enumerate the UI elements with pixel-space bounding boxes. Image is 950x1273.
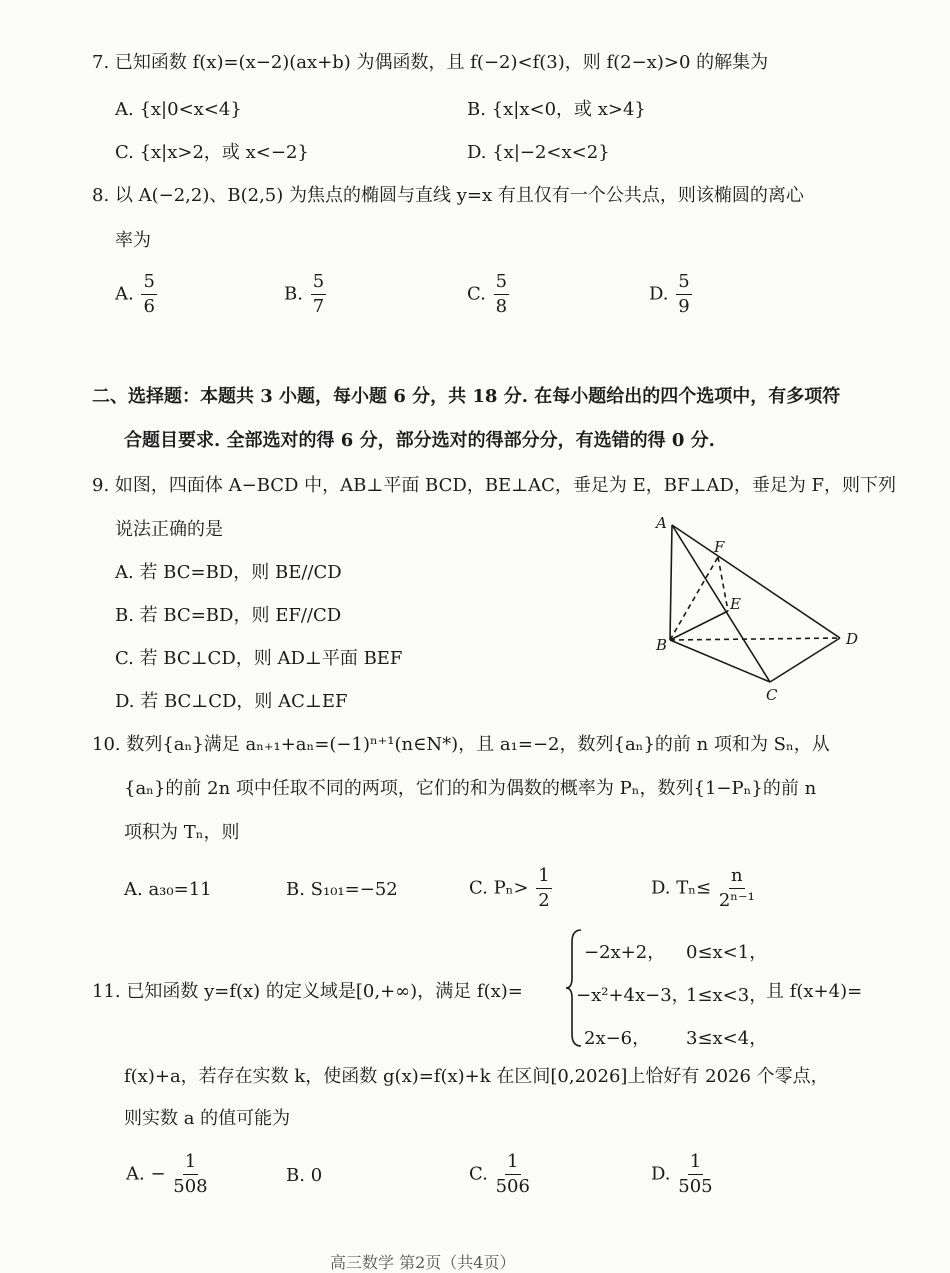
vertex-label-f: F	[714, 538, 725, 556]
q7-stem: 7. 已知函数 f(x)=(x−2)(ax+b) 为偶函数，且 f(−2)<f(3)，则 f(2−x)>0 的解集为	[92, 52, 769, 73]
q7-option-c: C. {x|x>2，或 x<−2}	[115, 142, 309, 163]
vertex-label-a: A	[656, 514, 667, 532]
q11-option-b-label: B.	[286, 1165, 305, 1186]
q10-c-denominator: 2	[538, 889, 550, 911]
q11-option-b	[286, 1165, 322, 1187]
q8-c-denominator: 8	[495, 295, 508, 317]
q7-option-b: B. {x|x<0，或 x>4}	[467, 99, 646, 120]
q11-option-c	[469, 1152, 530, 1197]
q8-option-c-fraction	[494, 272, 509, 317]
vertex-label-b: B	[656, 636, 668, 654]
q8-stem-line2: 率为	[115, 230, 151, 251]
q8-c-numerator: 5	[494, 272, 509, 295]
q8-option-b	[284, 272, 326, 317]
q11-a-denominator: 508	[173, 1175, 208, 1197]
q11-stem-pre: 11. 已知函数 y=f(x) 的定义域是[0,+∞)，满足 f(x)=	[92, 981, 523, 1002]
q8-option-b-label: B.	[284, 283, 303, 305]
q8-a-numerator: 5	[141, 272, 156, 295]
q8-option-a	[115, 272, 157, 317]
q10-option-c	[469, 866, 552, 911]
edge-ab	[670, 525, 672, 640]
q10-stem-line3: 项积为 Tₙ，则	[124, 822, 240, 843]
q8-stem-line1: 8. 以 A(−2,2)、B(2,5) 为焦点的椭圆与直线 y=x 有且仅有一个公共点，则该椭圆的离心	[92, 185, 804, 206]
edge-ad	[672, 525, 840, 638]
q8-a-denominator: 6	[143, 295, 155, 317]
q11-a-numerator: 1	[183, 1152, 198, 1175]
q11-option-c-label: C.	[469, 1163, 488, 1185]
q11-c-numerator: 1	[505, 1152, 520, 1175]
q7-option-a: A. {x|0<x<4}	[115, 99, 242, 120]
q11-case1-cond: 0≤x<1，	[686, 942, 768, 963]
q10-option-a: A. a₃₀=11	[124, 879, 212, 900]
q11-d-denominator: 505	[678, 1175, 713, 1197]
q8-option-b-fraction	[311, 272, 326, 317]
q10-option-c-text: C. Pₙ>	[469, 877, 529, 899]
q11-option-d-label: D.	[651, 1163, 671, 1185]
q8-d-numerator: 5	[676, 272, 691, 295]
q11-c-denominator: 506	[495, 1175, 530, 1197]
page-footer: 高三数学 第2页（共4页）	[330, 1253, 516, 1272]
q10-option-c-fraction	[536, 866, 551, 911]
q10-d-denominator: 2ⁿ⁻¹	[718, 889, 755, 911]
q10-option-d-fraction	[719, 866, 755, 911]
segment-be	[670, 611, 728, 640]
q10-stem-line1: 10. 数列{aₙ}满足 aₙ₊₁+aₙ=(−1)ⁿ⁺¹(n∈N*)，且 a₁=−2，数列{aₙ}的前 n 项和为 Sₙ，从	[92, 734, 830, 755]
q11-stem-post: 且 f(x+4)=	[766, 981, 863, 1002]
q10-d-numerator: n	[729, 866, 745, 889]
q11-option-d-fraction	[678, 1152, 712, 1197]
q11-option-c-fraction	[496, 1152, 530, 1197]
q8-option-a-label: A.	[115, 283, 134, 305]
vertex-label-e: E	[730, 595, 741, 613]
edge-cd	[770, 638, 840, 682]
edge-bc	[670, 640, 770, 682]
q9-option-b: B. 若 BC=BD，则 EF//CD	[115, 605, 342, 626]
q9-option-a: A. 若 BC=BD，则 BE//CD	[115, 562, 342, 583]
q10-stem-line2: {aₙ}的前 2n 项中任取不同的两项，它们的和为偶数的概率为 Pₙ，数列{1−Pₙ}的前 n	[124, 778, 817, 799]
q11-option-a-label: A. −	[126, 1163, 166, 1185]
q9-option-d: D. 若 BC⊥CD，则 AC⊥EF	[115, 691, 348, 712]
q10-option-d	[651, 866, 755, 911]
section2-heading-line1: 二、选择题：本题共 3 小题，每小题 6 分，共 18 分. 在每小题给出的四个选项中，有多项符	[92, 386, 841, 407]
q8-b-numerator: 5	[311, 272, 326, 295]
q11-option-a-fraction	[173, 1152, 207, 1197]
q8-b-denominator: 7	[312, 295, 325, 317]
q10-option-d-text: D. Tₙ≤	[651, 877, 712, 899]
q11-d-numerator: 1	[688, 1152, 703, 1175]
vertex-label-d: D	[846, 630, 859, 648]
vertex-label-c: C	[766, 686, 778, 704]
q8-option-c-label: C.	[467, 283, 486, 305]
q8-option-d	[649, 272, 692, 317]
edge-bd-hidden	[670, 638, 840, 640]
q11-case3-cond: 3≤x<4，	[686, 1028, 768, 1049]
q11-option-a	[126, 1152, 208, 1197]
q8-option-c	[467, 272, 509, 317]
q8-option-a-fraction	[141, 272, 156, 317]
section2-heading-line2: 合题目要求. 全部选对的得 6 分，部分选对的得部分分，有选错的得 0 分.	[124, 430, 715, 451]
q8-d-denominator: 9	[678, 295, 690, 317]
q10-option-b: B. S₁₀₁=−52	[286, 879, 398, 900]
q11-option-b-value: 0	[310, 1165, 323, 1186]
q11-case1-expr: −2x+2，	[584, 942, 666, 963]
segment-ef-hidden	[718, 557, 728, 611]
q11-stem-line2: f(x)+a，若存在实数 k，使函数 g(x)=f(x)+k 在区间[0,2026]上恰好有 2026 个零点，	[124, 1066, 829, 1087]
q11-stem-line3: 则实数 a 的值可能为	[124, 1108, 291, 1129]
q9-tetrahedron-figure	[650, 510, 870, 710]
q11-case2-expr: −x²+4x−3，	[576, 985, 690, 1006]
q9-option-c: C. 若 BC⊥CD，则 AD⊥平面 BEF	[115, 648, 403, 669]
q10-c-numerator: 1	[536, 866, 551, 889]
q9-stem-line1: 9. 如图，四面体 A−BCD 中，AB⊥平面 BCD，BE⊥AC，垂足为 E，BF⊥AD，垂足为 F，则下列	[92, 475, 897, 496]
q8-option-d-fraction	[676, 272, 691, 317]
q8-option-d-label: D.	[649, 283, 669, 305]
q11-case2-cond: 1≤x<3，	[686, 985, 768, 1006]
q11-case3-expr: 2x−6，	[584, 1028, 651, 1049]
q9-stem-line2: 说法正确的是	[115, 519, 223, 540]
q11-option-d	[651, 1152, 713, 1197]
q7-option-d: D. {x|−2<x<2}	[467, 142, 610, 163]
